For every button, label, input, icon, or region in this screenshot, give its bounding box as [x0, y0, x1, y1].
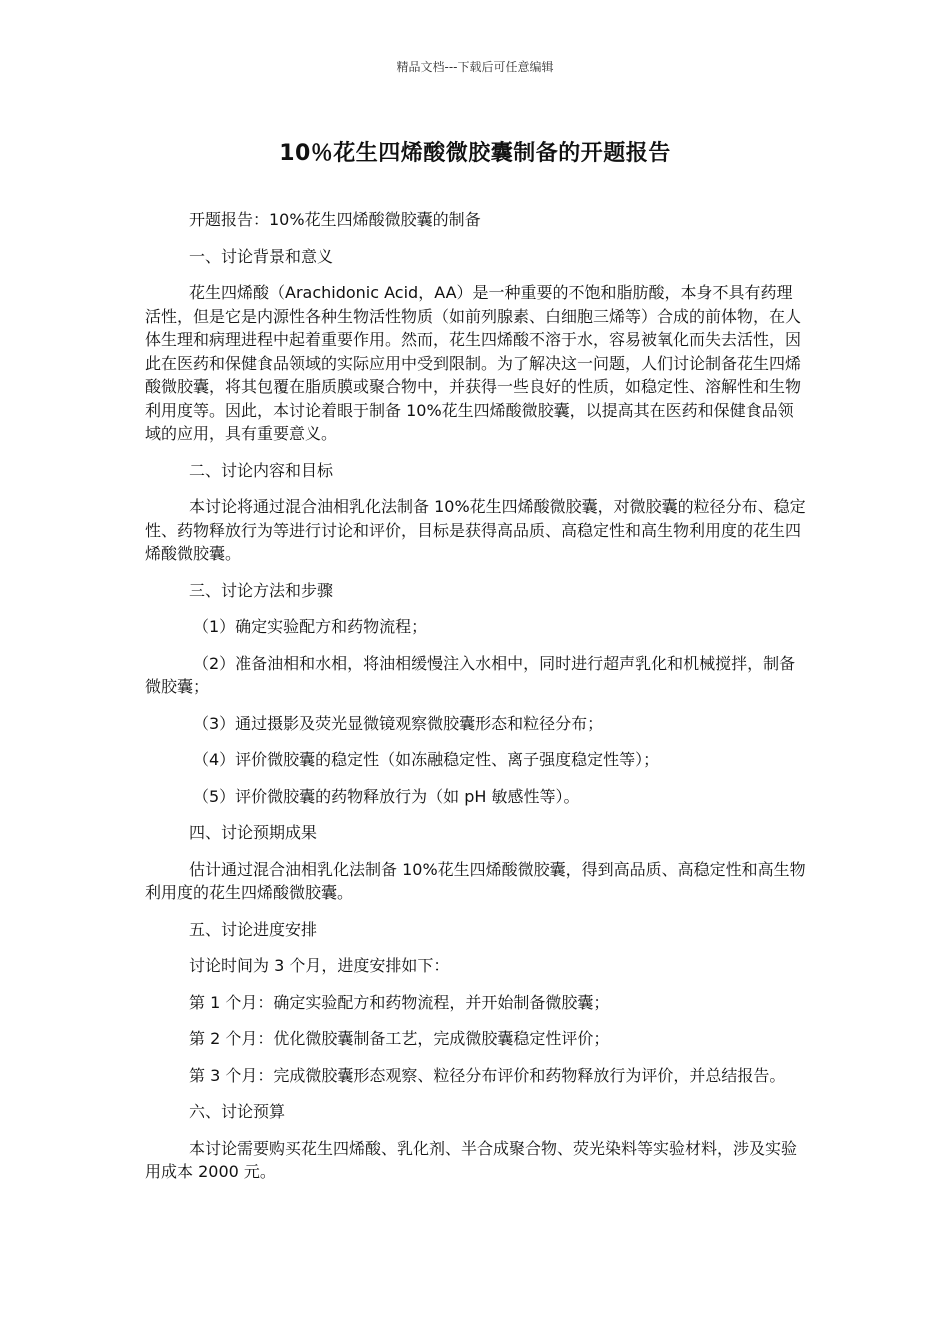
section-heading-background: 一、讨论背景和意义	[189, 246, 334, 266]
method-step-5: （5）评价微胶囊的药物释放行为（如 pH 敏感性等）。	[193, 786, 580, 806]
paragraph-background: 花生四烯酸（Arachidonic Acid，AA）是一种重要的不饱和脂肪酸，本身不具有药理活性，但是它是内源性各种生物活性物质（如前列腺素、白细胞三烯等）合成的前体物，在人体生理和病理进程中起着重要作用。然而，花生四烯酸不溶于水，容易被氧化而失去活性，因此在医药和保健食品领域的实际应用中受到限制。为了解决这一问题，人们讨论制备花生四烯酸微胶囊，将其包覆在脂质膜或聚合物中，并获得一些良好的性质，如稳定性、溶解性和生物利用度等。因此，本讨论着眼于制备 10%花生四烯酸微胶囊，以提高其在医药和保健食品领域的应用，具有重要意义。	[145, 283, 802, 443]
paragraph-budget: 本讨论需要购买花生四烯酸、乳化剂、半合成聚合物、荧光染料等实验材料，涉及实验用成本 2000 元。	[145, 1138, 798, 1181]
schedule-month-1: 第 1 个月：确定实验配方和药物流程，并开始制备微胶囊；	[189, 992, 610, 1012]
paragraph-content: 本讨论将通过混合油相乳化法制备 10%花生四烯酸微胶囊，对微胶囊的粒径分布、稳定性、药物释放行为等进行讨论和评价，目标是获得高品质、高稳定性和高生物利用度的花生四烯酸微胶囊。	[145, 497, 806, 563]
schedule-intro: 讨论时间为 3 个月，进度安排如下：	[189, 956, 450, 975]
document-body	[145, 208, 807, 1197]
section-heading-budget: 六、讨论预算	[189, 1102, 286, 1121]
paragraph-outcomes: 估计通过混合油相乳化法制备 10%花生四烯酸微胶囊，得到高品质、高稳定性和高生物利用度的花生四烯酸微胶囊。	[145, 859, 806, 902]
section-heading-content: 二、讨论内容和目标	[189, 460, 334, 480]
method-step-1: （1）确定实验配方和药物流程；	[193, 617, 428, 636]
method-step-3: （3）通过摄影及荧光显微镜观察微胶囊形态和粒径分布；	[193, 713, 604, 733]
section-heading-outcomes: 四、讨论预期成果	[189, 823, 318, 842]
schedule-month-3: 第 3 个月：完成微胶囊形态观察、粒径分布评价和药物释放行为评价，并总结报告。	[189, 1065, 786, 1085]
header-note: 精品文档---下载后可任意编辑	[396, 60, 554, 74]
document-title: 10％花生四烯酸微胶囊制备的开题报告	[279, 141, 671, 166]
schedule-month-2: 第 2 个月：优化微胶囊制备工艺，完成微胶囊稳定性评价；	[189, 1029, 610, 1048]
section-heading-methods: 三、讨论方法和步骤	[189, 580, 334, 600]
method-step-2: （2）准备油相和水相，将油相缓慢注入水相中，同时进行超声乳化和机械搅拌，制备微胶囊；	[145, 653, 796, 696]
method-step-4: （4）评价微胶囊的稳定性（如冻融稳定性、离子强度稳定性等）；	[193, 750, 660, 769]
section-heading-schedule: 五、讨论进度安排	[189, 919, 318, 939]
report-subtitle: 开题报告：10%花生四烯酸微胶囊的制备	[189, 210, 481, 229]
